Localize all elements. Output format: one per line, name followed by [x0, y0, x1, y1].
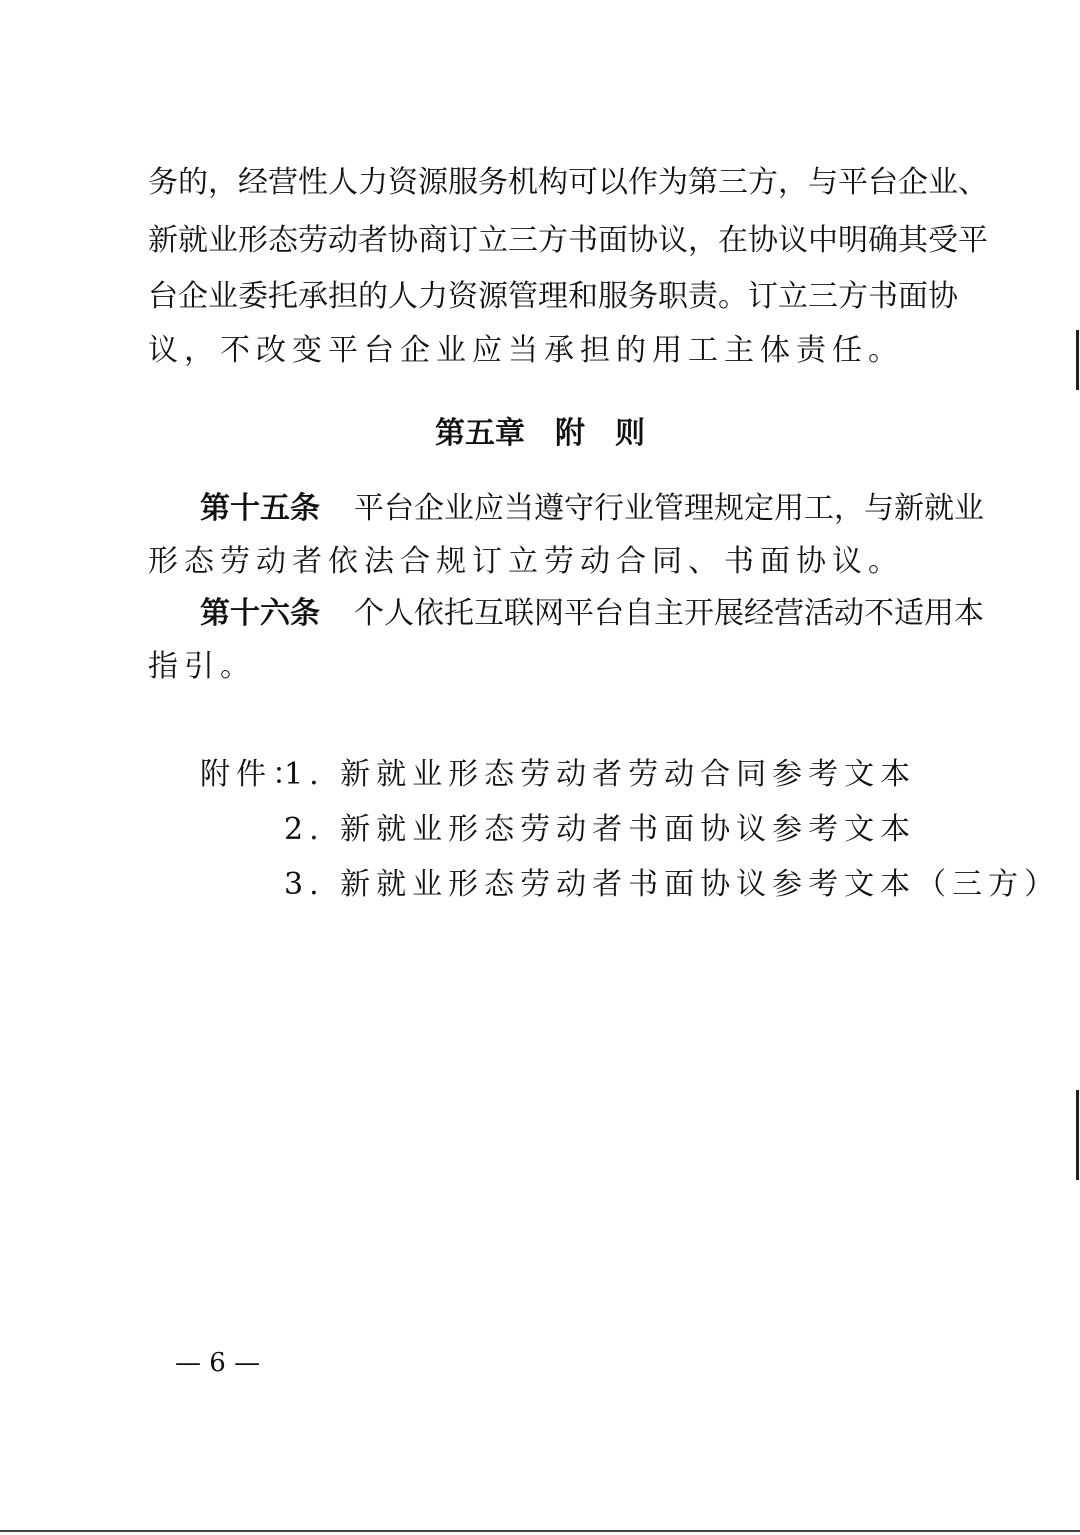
paragraph-line: 务的，经营性人力资源服务机构可以作为第三方，与平台企业、 [148, 165, 988, 200]
article-16 [200, 594, 984, 634]
attachment-item: 1. 新就业形态劳动者劳动合同参考文本 [284, 757, 917, 792]
article-text: 个人依托互联网平台自主开展经营活动不适用本 [354, 596, 984, 631]
article-text: 形态劳动者依法合规订立劳动合同、书面协议。 [148, 544, 904, 579]
scan-edge-mark [1076, 1090, 1079, 1180]
article-15 [200, 489, 984, 529]
scan-bottom-edge [0, 1530, 1080, 1532]
chapter-heading: 第五章 附 则 [435, 416, 645, 451]
attachment-item: 3. 新就业形态劳动者书面协议参考文本（三方） [284, 867, 1061, 902]
article-text: 指引。 [148, 649, 256, 684]
article-label: 第十五条 [200, 491, 320, 526]
paragraph-line: 台企业委托承担的人力资源管理和服务职责。订立三方书面协 [148, 279, 958, 314]
paragraph-line: 新就业形态劳动者协商订立三方书面协议，在协议中明确其受平 [148, 223, 988, 258]
scan-edge-mark [1076, 330, 1079, 390]
page-number: — 6 — [175, 1348, 261, 1378]
attachments-label: 附件： [200, 757, 308, 792]
paragraph-line: 议，不改变平台企业应当承担的用工主体责任。 [148, 333, 904, 368]
article-text: 平台企业应当遵守行业管理规定用工，与新就业 [354, 491, 984, 526]
article-label: 第十六条 [200, 596, 320, 631]
attachment-item: 2. 新就业形态劳动者书面协议参考文本 [284, 812, 917, 847]
